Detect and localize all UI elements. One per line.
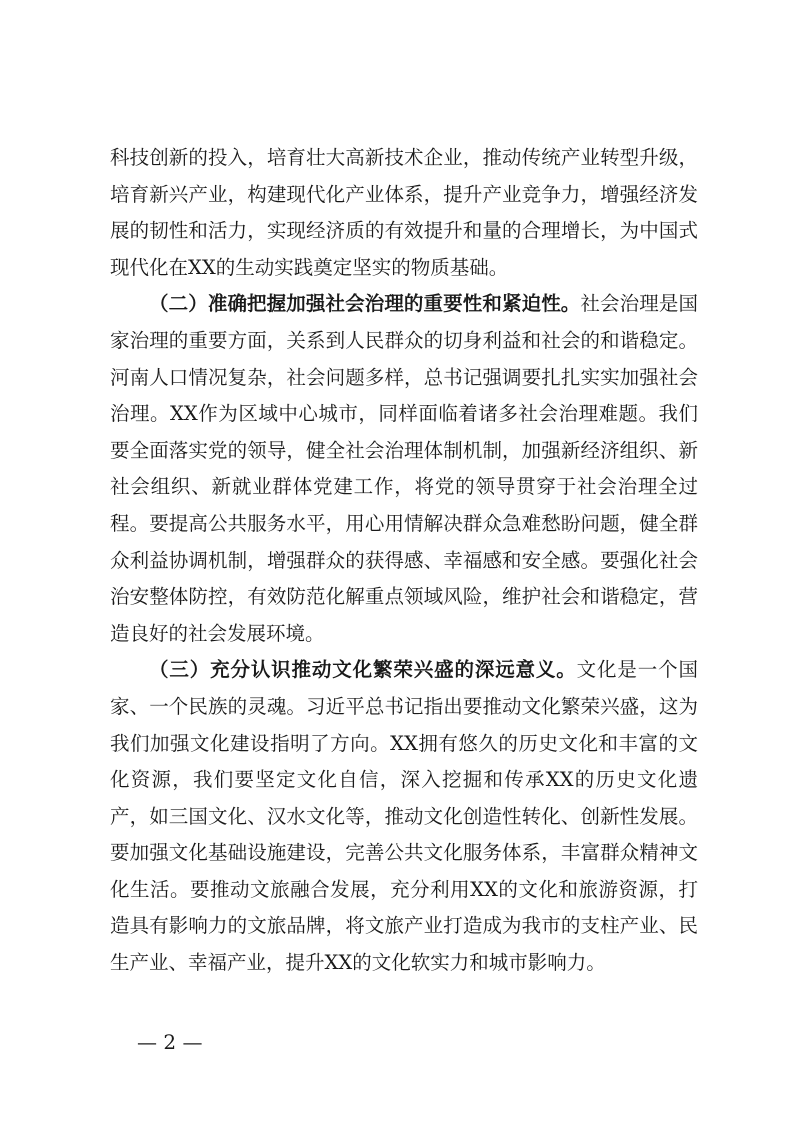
document-body — [110, 140, 698, 982]
paragraph-continuation — [110, 140, 698, 286]
page-number: — 2 — — [137, 1030, 203, 1054]
paragraph-culture — [110, 652, 698, 981]
section-heading-culture: （三）充分认识推动文化繁荣兴盛的深远意义。 — [149, 658, 577, 682]
paragraph-text: 社会治理是国家治理的重要方面，关系到人民群众的切身利益和社会的和谐稳定。河南人口情况复杂，社会问题多样，总书记强调要扎扎实实加强社会治理。XX作为区域中心城市，同样面临着诸多社会治理难题。我们要全面落实党的领导，健全社会治理体制机制，加强新经济组织、新社会组织、新就业群体党建工作，将党的领导贯穿于社会治理全过程。要提高公共服务水平，用心用情解决群众急难愁盼问题，健全群众利益协调机制，增强群众的获得感、幸福感和安全感。要强化社会治安整体防控，有效防范化解重点领域风险，维护社会和谐稳定，营造良好的社会发展环境。 — [110, 292, 698, 645]
paragraph-social-governance — [110, 286, 698, 652]
paragraph-text: 科技创新的投入，培育壮大高新技术企业，推动传统产业转型升级，培育新兴产业，构建现代化产业体系，提升产业竞争力，增强经济发展的韧性和活力，实现经济质的有效提升和量的合理增长，为中国式现代化在XX的生动实践奠定坚实的物质基础。 — [110, 146, 698, 279]
paragraph-text: 文化是一个国家、一个民族的灵魂。习近平总书记指出要推动文化繁荣兴盛，这为我们加强文化建设指明了方向。XX拥有悠久的历史文化和丰富的文化资源，我们要坚定文化自信，深入挖掘和传承XX的历史文化遗产，如三国文化、汉水文化等，推动文化创造性转化、创新性发展。要加强文化基础设施建设，完善公共文化服务体系，丰富群众精神文化生活。要推动文旅融合发展，充分利用XX的文化和旅游资源，打造具有影响力的文旅品牌，将文旅产业打造成为我市的支柱产业、民生产业、幸福产业，提升XX的文化软实力和城市影响力。 — [110, 658, 698, 975]
section-heading-social-governance: （二）准确把握加强社会治理的重要性和紧迫性。 — [149, 292, 581, 316]
